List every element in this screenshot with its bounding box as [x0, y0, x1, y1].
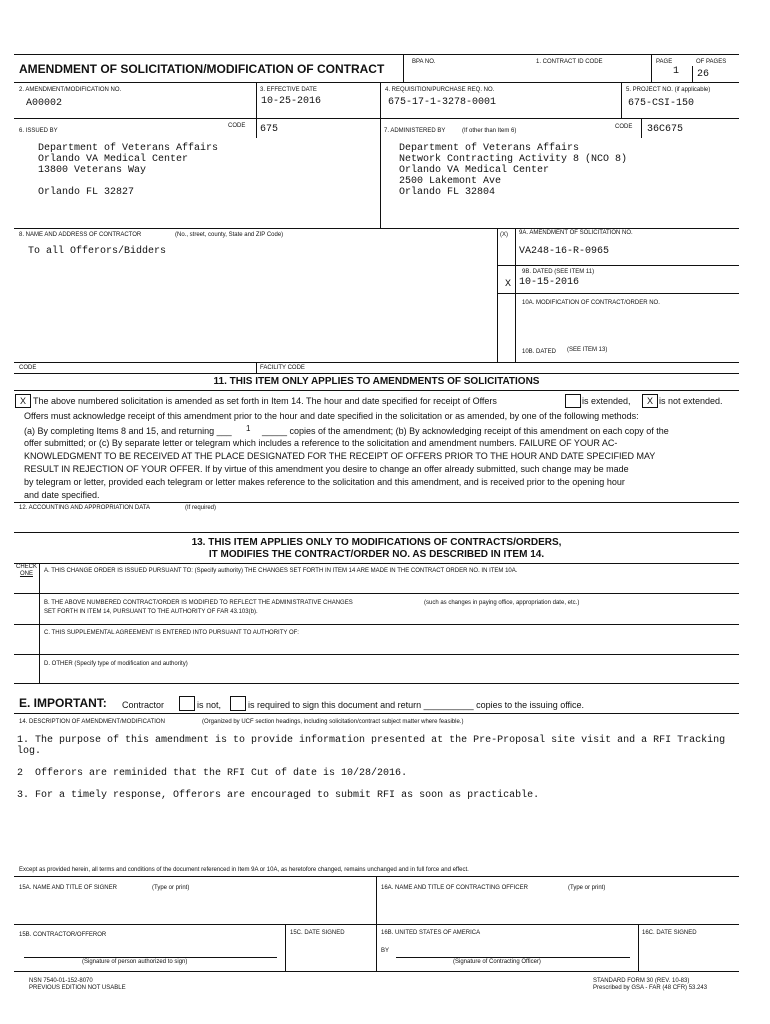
item-11-line-7: by telegram or letter, provided each telegram or letter makes reference to the solicitation and this amendment, and is received prior to the opening hour	[24, 477, 625, 487]
usa-label: 16B. UNITED STATES OF AMERICA	[381, 930, 481, 936]
item-11-line-2: Offers must acknowledge receipt of this amendment prior to the hour and date specified in the solicitation or as amended, by one of the following methods:	[24, 411, 639, 421]
rule	[285, 924, 286, 971]
administered-by-label: 7. ADMINISTERED BY	[384, 128, 446, 134]
except-text: Except as provided herein, all terms and conditions of the document referenced in Item 9A or 10A, as heretofore changed, remains unchanged and in full force and effect.	[19, 867, 469, 873]
item-9a-value[interactable]: VA248-16-R-0965	[519, 246, 610, 257]
administered-by-note: (If other than Item 6)	[462, 128, 517, 134]
rule	[14, 362, 739, 363]
contractor-label: Contractor	[122, 700, 165, 710]
important-label: E. IMPORTANT:	[19, 696, 107, 710]
item-11-line-1: The above numbered solicitation is amended as set forth in Item 14. The hour and date specified for receipt of Offers	[33, 396, 497, 406]
rule	[692, 66, 693, 82]
rule	[380, 82, 381, 228]
item-11-line-5: KNOWLEDGMENT TO BE RECEIVED AT THE PLACE DESIGNATED FOR THE RECEIPT OF OFFERS PRIOR TO THE HOUR AND DATE SPECIFIED MAY	[24, 451, 656, 461]
requisition-no-value[interactable]: 675-17-1-3278-0001	[388, 97, 497, 108]
item-9b-value[interactable]: 10-15-2016	[519, 277, 580, 288]
item-13b-text-2: SET FORTH IN ITEM 14, PURSUANT TO THE AUTHORITY OF FAR 43.103(b).	[44, 609, 258, 615]
issued-by-address[interactable]: Department of Veterans Affairs Orlando VA Medical Center 13800 Veterans Way Orlando FL 32827	[38, 143, 219, 198]
rule	[256, 82, 257, 118]
copies-count[interactable]: 1	[246, 424, 251, 433]
rule	[14, 373, 739, 374]
rule	[14, 971, 739, 972]
item-14-label: 14. DESCRIPTION OF AMENDMENT/MODIFICATION	[19, 719, 165, 725]
rule	[14, 713, 739, 714]
signer-name-label: 15A. NAME AND TITLE OF SIGNER	[19, 885, 117, 891]
rule	[14, 532, 739, 533]
contractor-code-label: CODE	[19, 365, 37, 371]
requisition-no-label: 4. REQUISITION/PURCHASE REQ. NO.	[385, 87, 495, 93]
item-11-line-6: RESULT IN REJECTION OF YOUR OFFER. If by virtue of this amendment you desire to change an offer already submitted, such change may be made	[24, 464, 629, 474]
administered-by-address[interactable]: Department of Veterans Affairs Network Contracting Activity 8 (NCO 8) Orlando VA Medical Center 2500 Lakemont Ave Orlando FL 32804	[399, 143, 628, 198]
rule	[14, 593, 739, 594]
x-column-label: (X)	[500, 232, 508, 238]
rule	[651, 54, 652, 82]
item-14-paragraph-1[interactable]: 1. The purpose of this amendment is to provide information presented at the Pre-Proposal site visit and a RFI Tracking log.	[17, 735, 726, 757]
item-11-line-3a: (a) By completing Items 8 and 15, and returning ___	[24, 426, 232, 436]
rule	[39, 563, 40, 683]
standard-form-number: STANDARD FORM 30 (REV. 10-83)	[593, 978, 690, 984]
item-13c-text: C. THIS SUPPLEMENTAL AGREEMENT IS ENTERED INTO PURSUANT TO AUTHORITY OF:	[44, 630, 299, 636]
admin-code-label: CODE	[615, 124, 633, 130]
rule	[256, 362, 257, 373]
amendment-no-label: 2. AMENDMENT/MODIFICATION NO.	[19, 87, 122, 93]
page-label: PAGE	[656, 59, 673, 65]
item-14-paragraph-3[interactable]: 3. For a timely response, Offerors are encouraged to submit RFI as soon as practicable.	[17, 790, 540, 801]
item-13b-text-1: B. THE ABOVE NUMBERED CONTRACT/ORDER IS MODIFIED TO REFLECT THE ADMINISTRATIVE CHANGES	[44, 600, 353, 606]
of-pages-label: OF PAGES	[696, 59, 727, 65]
item-9a-label: 9A. AMENDMENT OF SOLICITATION NO.	[519, 230, 633, 236]
contractor-is-required-checkbox[interactable]	[230, 696, 246, 711]
bpa-no-label: BPA NO.	[412, 59, 436, 65]
rule	[14, 54, 739, 55]
rule	[14, 563, 739, 564]
contractor-is-not-checkbox[interactable]	[179, 696, 195, 711]
rule	[641, 118, 642, 138]
by-label: BY	[381, 948, 390, 954]
item-11-line-3b: _____ copies of the amendment; (b) By acknowledging receipt of this amendment on each copy of the	[262, 426, 669, 436]
item-12-label: 12. ACCOUNTING AND APPROPRIATION DATA	[19, 505, 151, 511]
contractor-name-label: 8. NAME AND ADDRESS OF CONTRACTOR	[19, 232, 142, 238]
item-9b-check[interactable]: X	[505, 279, 512, 290]
rule	[24, 957, 277, 958]
item-9b-label: 9B. DATED (SEE ITEM 11)	[522, 269, 595, 275]
nsn-number: NSN 7540-01-152-8070	[29, 978, 93, 984]
project-no-value[interactable]: 675-CSI-150	[628, 98, 695, 109]
rule	[497, 265, 739, 266]
item-13d-text: D. OTHER (Specify type of modification and authority)	[44, 661, 188, 667]
rule	[515, 228, 516, 362]
prescribed-by: Prescribed by GSA - FAR (48 CFR) 53.243	[593, 985, 708, 991]
is-not-label: is not,	[197, 700, 222, 710]
effective-date-value[interactable]: 10-25-2016	[261, 96, 322, 107]
contract-id-label: 1. CONTRACT ID CODE	[536, 59, 603, 65]
rule	[14, 118, 739, 119]
item-14-note: (Organized by UCF section headings, including solicitation/contract subject matter where feasible.)	[202, 719, 464, 725]
form-title: AMENDMENT OF SOLICITATION/MODIFICATION OF CONTRACT	[19, 62, 385, 76]
item-11-heading: 11. THIS ITEM ONLY APPLIES TO AMENDMENTS OF SOLICITATIONS	[213, 376, 540, 387]
rule	[396, 957, 630, 958]
check-one-label-2: ONE	[19, 571, 33, 577]
page-value: 1	[673, 66, 680, 77]
item-13b-note: (such as changes in paying office, appropriation date, etc.)	[424, 600, 580, 606]
rule	[14, 390, 739, 391]
rule	[497, 228, 498, 362]
project-no-label: 5. PROJECT NO. (if applicable)	[626, 87, 711, 93]
facility-code-label: FACILITY CODE	[260, 365, 305, 371]
officer-name-note: (Type or print)	[568, 885, 606, 891]
solicitation-amended-checkbox[interactable]: X	[15, 394, 31, 408]
rule	[14, 624, 739, 625]
item-10b-note: (SEE ITEM 13)	[567, 347, 608, 353]
item-13a-text: A. THIS CHANGE ORDER IS ISSUED PURSUANT TO: (Specify authority) THE CHANGES SET FORTH IN ITEM 14 ARE MADE IN THE CONTRACT ORDER NO. IN ITEM 10A.	[44, 568, 518, 574]
effective-date-label: 3. EFFECTIVE DATE	[260, 87, 317, 93]
issued-by-label: 6. ISSUED BY	[19, 128, 58, 134]
signer-name-note: (Type or print)	[152, 885, 190, 891]
item-11-line-8: and date specified.	[24, 490, 100, 500]
rule	[497, 293, 739, 294]
rule	[14, 228, 739, 229]
not-extended-label: is not extended.	[659, 396, 723, 406]
item-14-paragraph-2[interactable]: 2 Offerors are reminided that the RFI Cut of date is 10/28/2016.	[17, 768, 408, 779]
is-required-label: is required to sign this document and return __________ copies to the issuing office.	[248, 700, 585, 710]
rule	[256, 118, 257, 138]
previous-edition-note: PREVIOUS EDITION NOT USABLE	[29, 985, 126, 991]
amendment-no-value[interactable]: A00002	[26, 98, 63, 109]
rule	[14, 924, 739, 925]
item-12-note: (If required)	[185, 505, 217, 511]
admin-code-value[interactable]: 36C675	[647, 124, 684, 135]
rule	[14, 683, 739, 684]
not-extended-checkbox[interactable]: X	[642, 394, 658, 408]
rule	[638, 924, 639, 971]
rule	[621, 82, 622, 118]
issued-code-value[interactable]: 675	[260, 124, 279, 135]
contractor-signature-caption: (Signature of person authorized to sign)	[82, 959, 188, 965]
item-13-heading-1: 13. THIS ITEM APPLIES ONLY TO MODIFICATIONS OF CONTRACTS/ORDERS,	[191, 537, 562, 548]
officer-name-label: 16A. NAME AND TITLE OF CONTRACTING OFFICER	[381, 885, 528, 891]
item-11-line-4: offer submitted; or (c) By separate letter or telegram which includes a reference to the solicitation and amendment numbers. FAILURE OF YOUR AC-	[24, 438, 618, 448]
check-one-label-1: CHECK	[15, 564, 37, 570]
contractor-name-value[interactable]: To all Offerors/Bidders	[28, 246, 167, 257]
of-pages-value: 26	[697, 69, 710, 80]
extended-label: is extended,	[582, 396, 631, 406]
rule	[403, 54, 404, 82]
item-10b-label: 10B. DATED	[522, 349, 556, 355]
issued-code-label: CODE	[228, 123, 246, 129]
item-13-heading-2: IT MODIFIES THE CONTRACT/ORDER NO. AS DESCRIBED IN ITEM 14.	[208, 549, 545, 560]
contractor-date-label: 15C. DATE SIGNED	[290, 930, 345, 936]
rule	[14, 654, 739, 655]
rule	[14, 502, 739, 503]
officer-date-label: 16C. DATE SIGNED	[642, 930, 697, 936]
rule	[14, 82, 739, 83]
contractor-name-note: (No., street, county, State and ZIP Code)	[175, 232, 284, 238]
contractor-offeror-label: 15B. CONTRACTOR/OFFEROR	[19, 932, 107, 938]
officer-signature-caption: (Signature of Contracting Officer)	[453, 959, 541, 965]
extended-checkbox[interactable]	[565, 394, 581, 408]
item-10a-label: 10A. MODIFICATION OF CONTRACT/ORDER NO.	[522, 300, 660, 306]
